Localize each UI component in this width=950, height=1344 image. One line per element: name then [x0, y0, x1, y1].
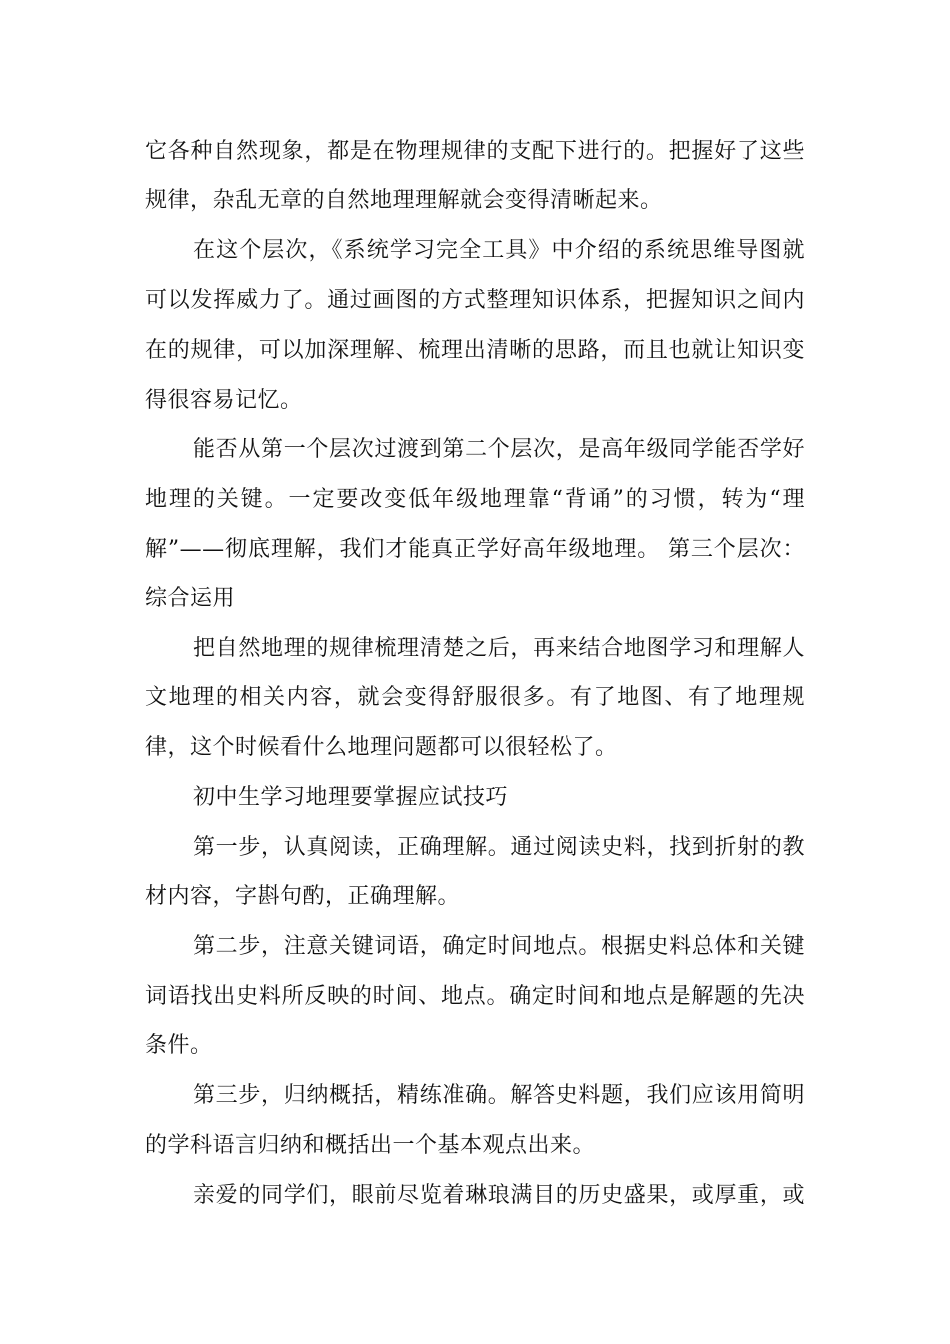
text-line: 律，这个时候看什么地理问题都可以很轻松了。 — [145, 735, 618, 760]
text-line: 可以发挥威力了。通过画图的方式整理知识体系，把握知识之间内 — [145, 288, 805, 313]
text-line: 地理的关键。一定要改变低年级地理靠“背诵”的习惯，转为“理 — [145, 487, 805, 512]
paragraph-start: 在这个层次，《系统学习完全工具》中介绍的系统思维导图就 — [193, 238, 805, 263]
text-line: 材内容，字斟句酌，正确理解。 — [145, 884, 461, 909]
paragraph-start: 第二步，注意关键词语，确定时间地点。根据史料总体和关键 — [193, 934, 805, 959]
text-line: 词语找出史料所反映的时间、地点。确定时间和地点是解题的先决 — [145, 984, 805, 1009]
paragraph-start: 把自然地理的规律梳理清楚之后，再来结合地图学习和理解人 — [193, 636, 805, 661]
text-line: 的学科语言归纳和概括出一个基本观点出来。 — [145, 1133, 596, 1158]
section-heading: 初中生学习地理要掌握应试技巧 — [193, 785, 509, 810]
text-line: 在的规律，可以加深理解、梳理出清晰的思路，而且也就让知识变 — [145, 338, 805, 363]
paragraph-start: 能否从第一个层次过渡到第二个层次，是高年级同学能否学好 — [193, 437, 805, 462]
text-line: 综合运用 — [145, 586, 236, 611]
paragraph-start: 第三步，归纳概括，精练准确。解答史料题，我们应该用简明 — [193, 1083, 805, 1108]
text-line: 得很容易记忆。 — [145, 388, 303, 413]
text-line: 文地理的相关内容，就会变得舒服很多。有了地图、有了地理规 — [145, 685, 805, 710]
text-line: 它各种自然现象，都是在物理规律的支配下进行的。把握好了这些 — [145, 139, 805, 164]
paragraph-start: 亲爱的同学们，眼前尽览着琳琅满目的历史盛果，或厚重，或 — [193, 1183, 805, 1208]
text-line: 解”——彻底理解，我们才能真正学好高年级地理。 第三个层次： — [145, 537, 805, 562]
paragraph-start: 第一步，认真阅读，正确理解。通过阅读史料，找到折射的教 — [193, 835, 805, 860]
text-line: 条件。 — [145, 1033, 213, 1058]
text-line: 规律，杂乱无章的自然地理理解就会变得清晰起来。 — [145, 188, 663, 213]
